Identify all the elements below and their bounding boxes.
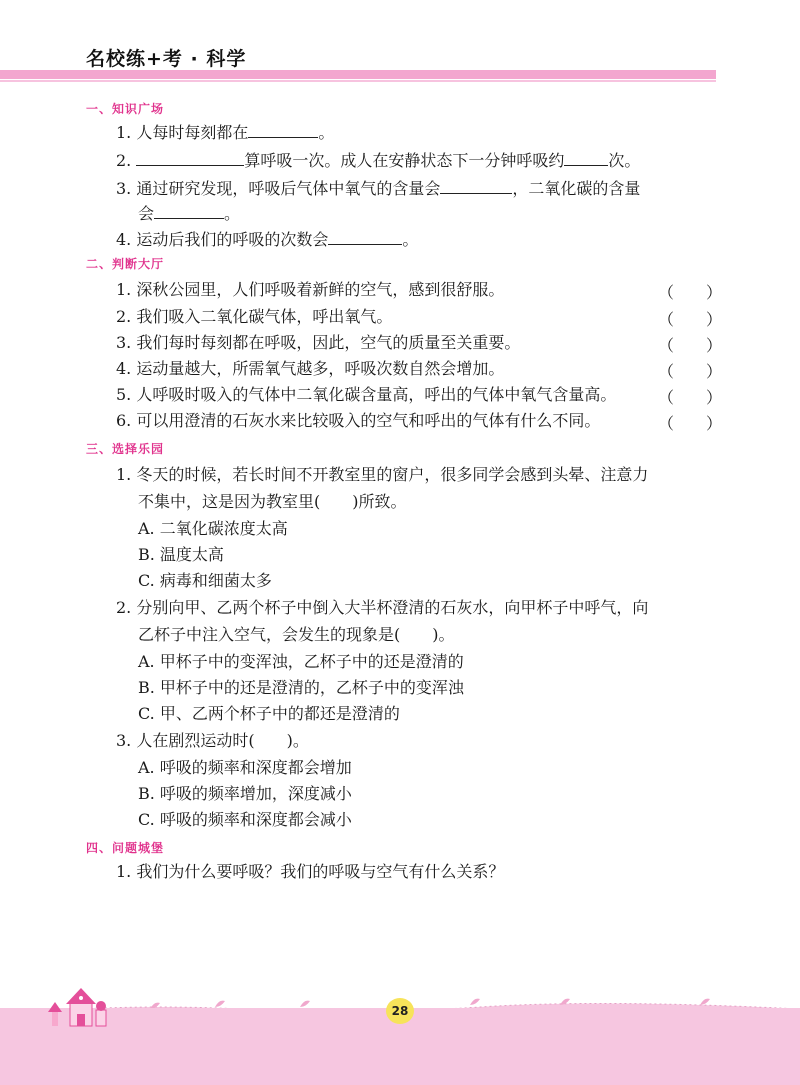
s1-question-1: 1. 人每时每刻都在 。 — [116, 123, 335, 142]
s1-question-4: 4. 运动后我们的呼吸的次数会 。 — [116, 230, 419, 249]
page-header-title: 名校练+考 · 科学 — [86, 48, 247, 70]
choice-option[interactable]: B. 温度太高 — [138, 545, 224, 564]
choice-question-2-cont: 乙杯子中注入空气，会发生的现象是( )。 — [138, 625, 455, 644]
choice-option[interactable]: A. 甲杯子中的变浑浊，乙杯子中的还是澄清的 — [138, 652, 464, 671]
choice-question-1: 1. 冬天的时候，若长时间不开教室里的窗户，很多同学会感到头晕、注意力 — [116, 465, 649, 484]
answer-paren[interactable]: （ ） — [658, 336, 723, 355]
judge-item: 5. 人呼吸时吸入的气体中二氧化碳含量高，呼出的气体中氧气含量高。 — [116, 385, 617, 404]
choice-question-2: 2. 分别向甲、乙两个杯子中倒入大半杯澄清的石灰水，向甲杯子中呼气，向 — [116, 598, 649, 617]
answer-paren[interactable]: （ ） — [658, 310, 723, 329]
answer-blank[interactable] — [136, 151, 244, 166]
s1-question-3-cont: 会 。 — [138, 204, 241, 223]
judge-item: 4. 运动量越大，所需氧气越多，呼吸次数自然会增加。 — [116, 359, 505, 378]
choice-option[interactable]: B. 呼吸的频率增加，深度减小 — [138, 784, 352, 803]
judge-item: 1. 深秋公园里，人们呼吸着新鲜的空气，感到很舒服。 — [116, 280, 505, 299]
answer-blank[interactable] — [248, 123, 318, 138]
s1-question-2: 2. 算呼吸一次。成人在安静状态下一分钟呼吸约 次。 — [116, 151, 641, 170]
choice-option[interactable]: C. 甲、乙两个杯子中的都还是澄清的 — [138, 704, 400, 723]
choice-option[interactable]: C. 呼吸的频率和深度都会减小 — [138, 810, 352, 829]
judge-item: 3. 我们每时每刻都在呼吸，因此，空气的质量至关重要。 — [116, 333, 521, 352]
answer-blank[interactable] — [440, 179, 512, 194]
answer-blank[interactable] — [328, 230, 402, 245]
section-title-2: 二、判断大厅 — [86, 257, 165, 271]
answer-paren[interactable]: （ ） — [658, 283, 723, 302]
judge-item: 6. 可以用澄清的石灰水来比较吸入的空气和呼出的气体有什么不同。 — [116, 411, 601, 430]
choice-option[interactable]: C. 病毒和细菌太多 — [138, 571, 272, 590]
answer-paren[interactable]: （ ） — [658, 362, 723, 381]
answer-paren[interactable]: （ ） — [658, 414, 723, 433]
choice-option[interactable]: B. 甲杯子中的还是澄清的，乙杯子中的变浑浊 — [138, 678, 464, 697]
s1-question-3: 3. 通过研究发现，呼吸后气体中氧气的含量会 ，二氧化碳的含量 — [116, 179, 641, 198]
choice-option[interactable]: A. 二氧化碳浓度太高 — [138, 519, 288, 538]
judge-item: 2. 我们吸入二氧化碳气体，呼出氧气。 — [116, 307, 393, 326]
house-icon — [46, 980, 116, 1030]
choice-option[interactable]: A. 呼吸的频率和深度都会增加 — [138, 758, 352, 777]
answer-blank[interactable] — [154, 204, 224, 219]
answer-paren[interactable]: （ ） — [658, 388, 723, 407]
section-title-1: 一、知识广场 — [86, 102, 165, 116]
section-title-3: 三、选择乐园 — [86, 442, 165, 456]
header-bar — [0, 70, 716, 79]
header-bar-thin — [0, 80, 716, 82]
page-number: 28 — [386, 998, 414, 1024]
answer-blank[interactable] — [564, 151, 608, 166]
section-title-4: 四、问题城堡 — [86, 841, 165, 855]
open-question-1: 1. 我们为什么要呼吸？我们的呼吸与空气有什么关系？ — [116, 862, 505, 881]
choice-question-1-cont: 不集中，这是因为教室里( )所致。 — [138, 492, 407, 511]
choice-question-3: 3. 人在剧烈运动时( )。 — [116, 731, 309, 750]
